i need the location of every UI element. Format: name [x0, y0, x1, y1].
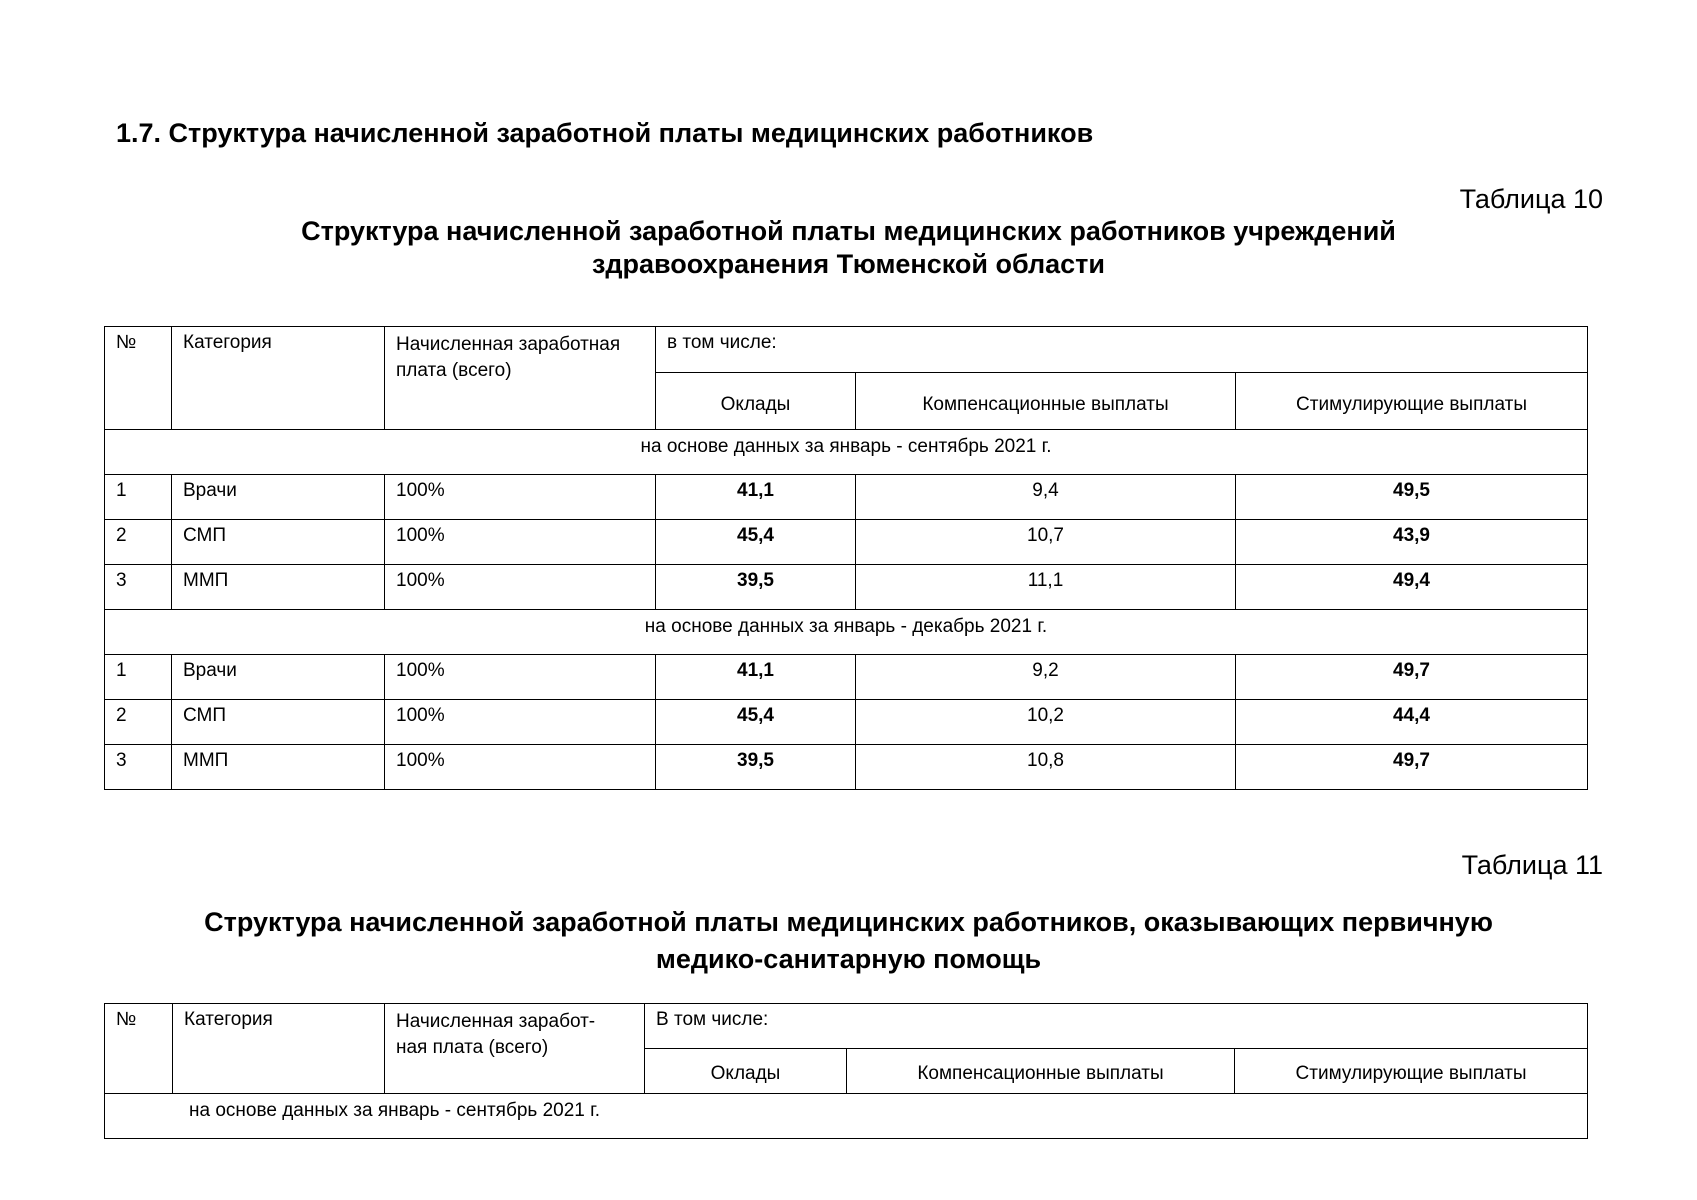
cell-compensation: 10,7: [856, 520, 1236, 565]
table-row: [105, 700, 1588, 745]
cell-compensation: 10,2: [856, 700, 1236, 745]
header-including: В том числе:: [645, 1004, 1588, 1049]
cell-num: 2: [105, 520, 172, 565]
cell-category: СМП: [172, 700, 385, 745]
header-compensation: Компенсационные выплаты: [847, 1049, 1235, 1094]
cell-category: СМП: [172, 520, 385, 565]
group-label: на основе данных за январь - сентябрь 2021 г.: [105, 430, 1588, 475]
table-10-title-line2: здравоохранения Тюменской области: [591, 249, 1106, 279]
cell-num: 1: [105, 655, 172, 700]
header-total-line1: Начисленная заработ-: [396, 1011, 596, 1032]
cell-incentive: 43,9: [1236, 520, 1588, 565]
cell-num: 1: [105, 475, 172, 520]
table-10-title-line1: Структура начисленной заработной платы медицинских работников учреждений: [301, 216, 1396, 246]
header-salaries: Оклады: [645, 1049, 847, 1094]
group-row: [105, 1094, 1588, 1139]
cell-salaries: 41,1: [656, 475, 856, 520]
cell-category: ММП: [172, 565, 385, 610]
header-compensation: Компенсационные выплаты: [856, 373, 1236, 430]
cell-num: 2: [105, 700, 172, 745]
cell-incentive: 49,7: [1236, 655, 1588, 700]
header-category: Категория: [172, 327, 385, 430]
cell-category: ММП: [172, 745, 385, 790]
header-incentive: Стимулирующие выплаты: [1235, 1049, 1588, 1094]
cell-salaries: 39,5: [656, 745, 856, 790]
table-11: [104, 1003, 1588, 1139]
table-row: [105, 565, 1588, 610]
header-incentive: Стимулирующие выплаты: [1236, 373, 1588, 430]
header-total-line2: ная плата (всего): [396, 1037, 549, 1058]
cell-incentive: 49,7: [1236, 745, 1588, 790]
header-including: в том числе:: [656, 327, 1588, 373]
table-header-row: [105, 327, 1588, 373]
table-row: [105, 475, 1588, 520]
cell-total: 100%: [385, 745, 656, 790]
cell-total: 100%: [385, 475, 656, 520]
cell-total: 100%: [385, 565, 656, 610]
table-11-title-line1: Структура начисленной заработной платы медицинских работников, оказывающих первичную: [204, 907, 1493, 937]
cell-category: Врачи: [172, 475, 385, 520]
cell-num: 3: [105, 565, 172, 610]
table-10: [104, 326, 1588, 790]
cell-salaries: 41,1: [656, 655, 856, 700]
section-title: 1.7. Структура начисленной заработной платы медицинских работников: [116, 118, 1094, 148]
cell-salaries: 39,5: [656, 565, 856, 610]
table-11-title: [150, 904, 1547, 978]
header-total: [385, 1004, 645, 1094]
cell-incentive: 49,5: [1236, 475, 1588, 520]
table-row: [105, 655, 1588, 700]
cell-incentive: 49,4: [1236, 565, 1588, 610]
cell-num: 3: [105, 745, 172, 790]
cell-total: 100%: [385, 520, 656, 565]
table-11-number: Таблица 11: [1461, 850, 1603, 880]
table-header-row: [105, 1004, 1588, 1049]
cell-compensation: 10,8: [856, 745, 1236, 790]
table-10-title: [150, 215, 1547, 281]
table-10-number: Таблица 10: [1459, 184, 1603, 214]
header-num: №: [105, 1004, 173, 1094]
table-row: [105, 520, 1588, 565]
cell-salaries: 45,4: [656, 700, 856, 745]
header-salaries: Оклады: [656, 373, 856, 430]
cell-incentive: 44,4: [1236, 700, 1588, 745]
table-11-title-line2: медико-санитарную помощь: [655, 944, 1042, 974]
group-label: на основе данных за январь - сентябрь 2021 г.: [105, 1094, 1588, 1139]
group-row: [105, 430, 1588, 475]
header-num: №: [105, 327, 172, 430]
cell-compensation: 9,2: [856, 655, 1236, 700]
cell-category: Врачи: [172, 655, 385, 700]
header-total: Начисленная заработная плата (всего): [385, 327, 656, 430]
cell-compensation: 9,4: [856, 475, 1236, 520]
cell-salaries: 45,4: [656, 520, 856, 565]
cell-compensation: 11,1: [856, 565, 1236, 610]
group-label: на основе данных за январь - декабрь 2021 г.: [105, 610, 1588, 655]
cell-total: 100%: [385, 655, 656, 700]
header-category: Категория: [173, 1004, 385, 1094]
table-row: [105, 745, 1588, 790]
cell-total: 100%: [385, 700, 656, 745]
group-row: [105, 610, 1588, 655]
